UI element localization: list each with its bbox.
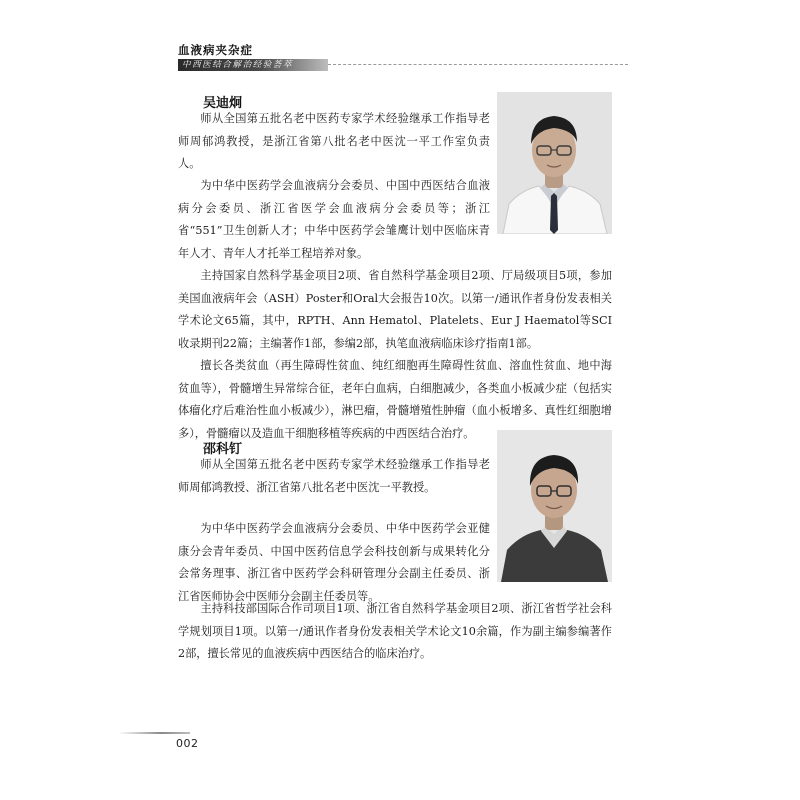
profile-2-paragraph-1: 师从全国第五批名老中医药专家学术经验继承工作指导老师周郁鸿教授、浙江省第八批名老中医沈一平教授。 [178,458,490,494]
header-rule [328,64,628,65]
profile-name-2: 邵科钉 [203,442,243,457]
series-banner [178,59,328,71]
portrait-photo-2 [497,430,612,582]
profile-1-paragraph-4: 擅长各类贫血（再生障碍性贫血、纯红细胞再生障碍性贫血、溶血性贫血、地中海贫血等），骨髓增生异常综合征，老年白血病，白细胞减少，各类血小板减少症（包括实体瘤化疗后难治性血小板减少），淋巴瘤，骨髓增殖性肿瘤（血小板增多、真性红细胞增多），骨髓瘤以及造血干细胞移植等疾病的中西医结合治疗。 [178,359,612,440]
book-title: 血液病夹杂症 [178,43,253,57]
portrait-man-white-coat-icon [497,92,612,234]
running-header [178,42,638,72]
page-number: 002 [176,737,199,750]
profile-name-1: 吴迪炯 [203,96,243,111]
footer-rule [118,732,190,734]
profile-2-paragraph-3: 主持科技部国际合作司项目1项、浙江省自然科学基金项目2项、浙江省哲学社会科学规划项目1项。以第一/通讯作者身份发表相关学术论文10余篇，作为副主编参编著作2部，擅长常见的血液疾病中西医结合的临床治疗。 [178,602,612,660]
profile-1-paragraph-2: 为中华中医药学会血液病分会委员、中国中西医结合血液病分会委员、浙江省医学会血液病分会委员等；浙江省“551”卫生创新人才；中华中医药学会雏鹰计划中医临床青年人才、青年人才托举工程培养对象。 [178,179,490,260]
portrait-man-dark-jacket-icon [497,430,612,582]
portrait-photo-1 [497,92,612,234]
series-title: 中西医结合解治经验荟萃 [182,60,294,70]
profile-1-paragraph-3: 主持国家自然科学基金项目2项、省自然科学基金项目2项、厅局级项目5项，参加美国血液病年会（ASH）Poster和Oral大会报告10次。以第一/通讯作者身份发表相关学术论文65篇，其中，RPTH、Ann Hematol、Platelets、Eur J Haematol等SCI收录期刊22篇；主编著作1部，参编2部，执笔血液病临床诊疗指南1部。 [178,269,612,350]
profile-1-paragraph-1: 师从全国第五批名老中医药专家学术经验继承工作指导老师周郁鸿教授，是浙江省第八批名老中医沈一平工作室负责人。 [178,112,490,170]
profile-2-paragraph-2: 为中华中医药学会血液病分会委员、中华中医药学会亚健康分会青年委员、中国中医药信息学会科技创新与成果转化分会常务理事、浙江省中医药学会科研管理分会副主任委员、浙江省医师协会中医师分会副主任委员等。 [178,522,490,603]
